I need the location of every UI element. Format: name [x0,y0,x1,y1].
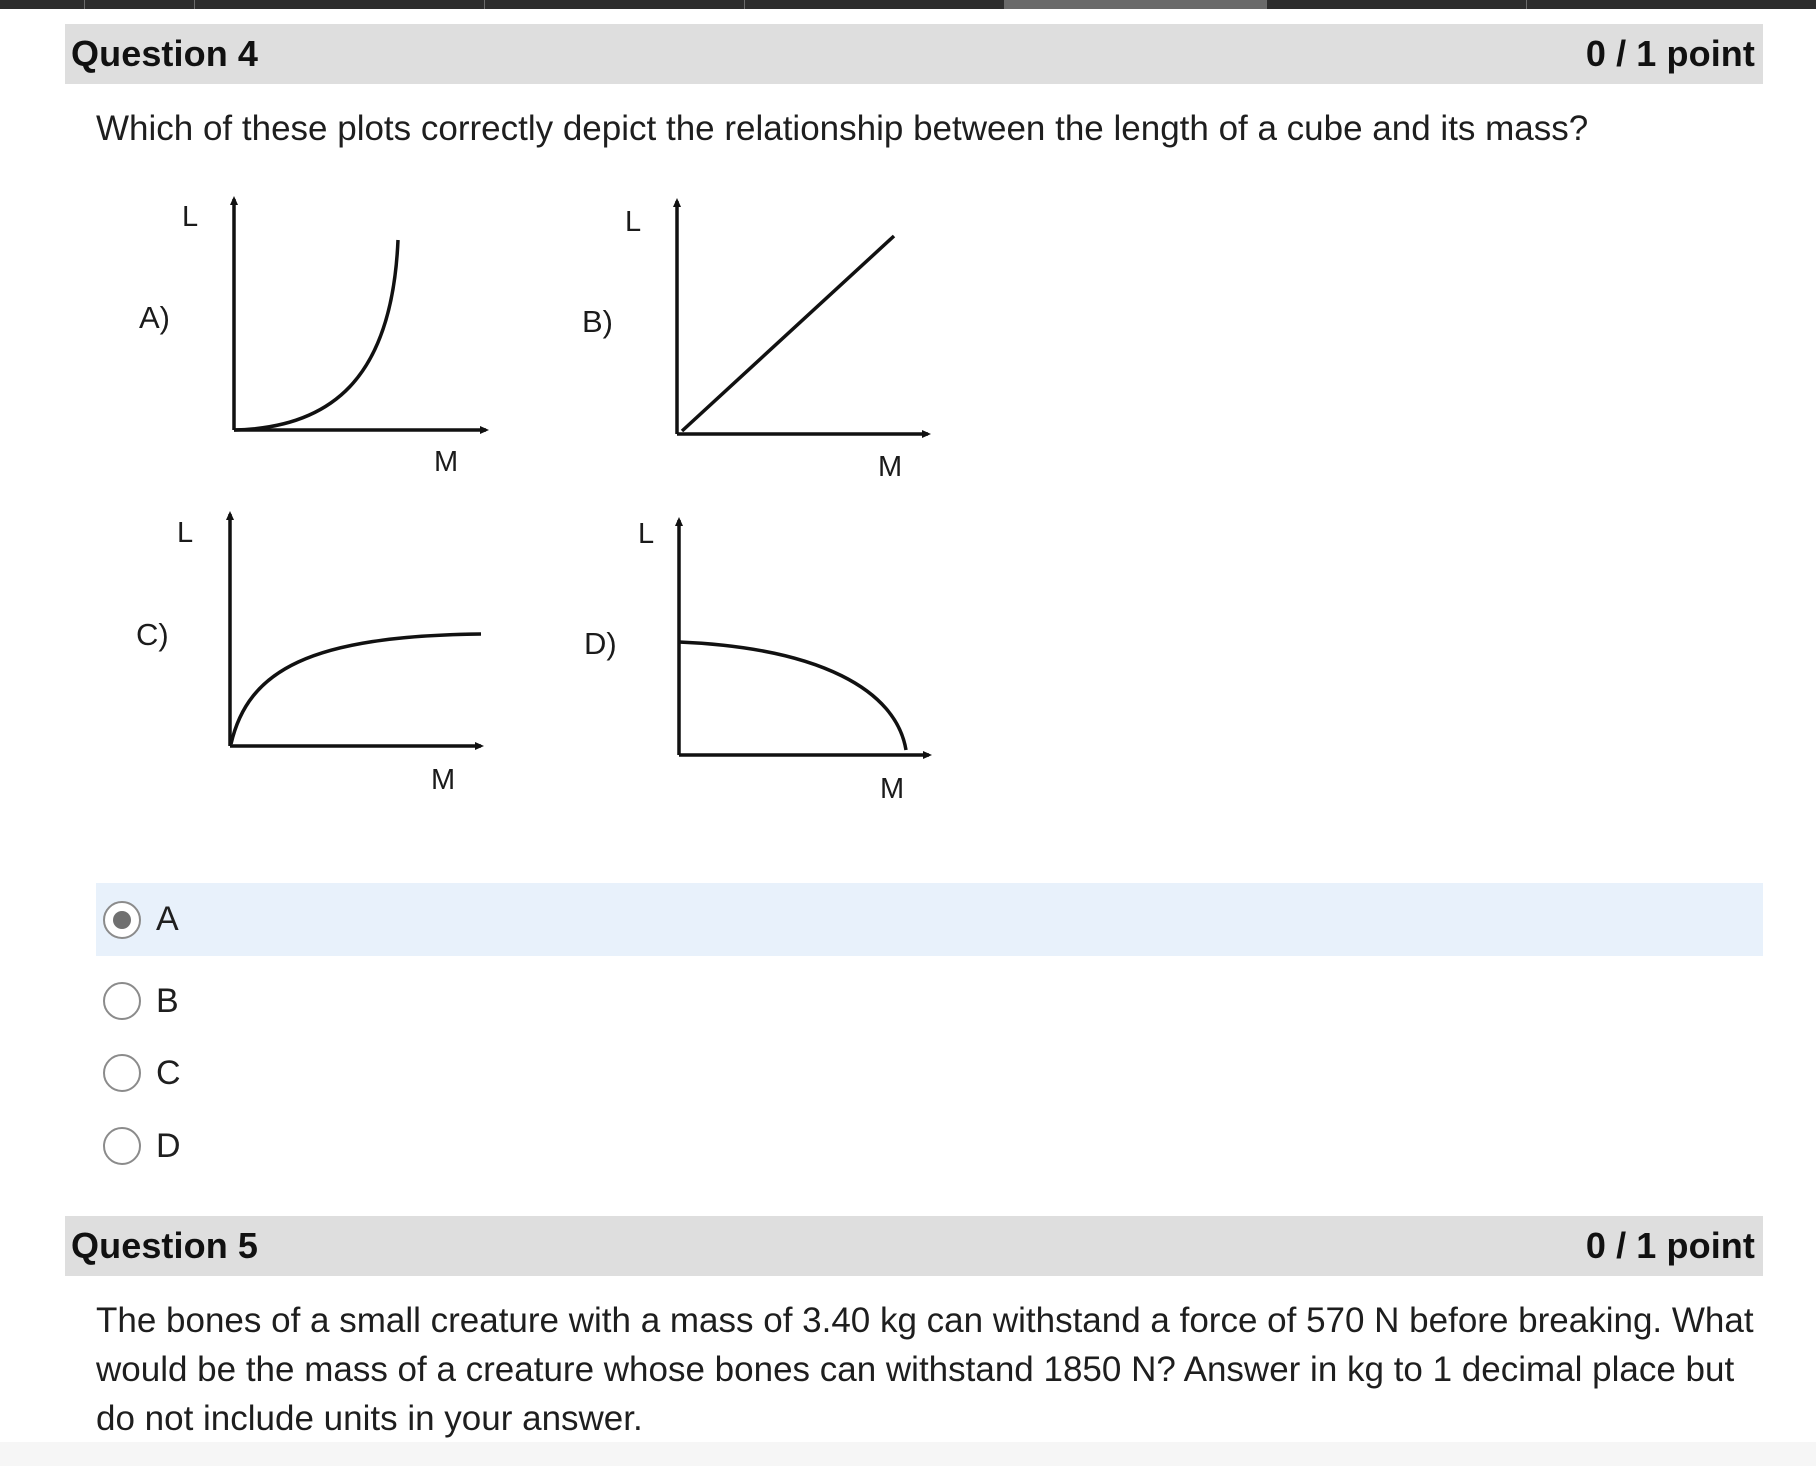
answer-option-d[interactable] [96,1110,1763,1182]
radio-button-a[interactable] [103,901,141,939]
question-text-line: do not include units in your answer. [96,1399,643,1438]
plot-curve [234,240,398,430]
plot-curve [231,634,481,744]
plot-curve [679,642,906,750]
plot-b [582,201,928,483]
x-axis-label: M [880,773,905,805]
radio-selected-dot [113,911,131,929]
option-label: A [156,900,179,938]
option-label: B [156,981,179,1020]
question-text-line: The bones of a small creature with a mass of 3.40 kg can withstand a force of 570 N before breaking. What [96,1301,1754,1340]
option-label: C [156,1053,181,1092]
plot-a [139,199,486,478]
y-axis-label: L [625,206,642,238]
x-axis-label: M [878,451,903,483]
page-bottom-edge [0,1442,1816,1466]
y-axis-label: L [177,517,194,549]
question-text-line: would be the mass of a creature whose bones can withstand 1850 N? Answer in kg to 1 decimal place but [96,1350,1735,1389]
question-title: Question 4 [71,33,259,74]
option-label: D [156,1126,181,1165]
y-axis-label: L [182,201,199,233]
question-4-text: Which of these plots correctly depict the relationship between the length of a cube and its mass? [96,109,1589,148]
answer-option-a[interactable] [96,883,1763,956]
question-score: 0 / 1 point [1585,33,1755,74]
plot-option-label: D) [584,626,617,661]
radio-button-c[interactable] [103,1054,141,1092]
plot-c [136,514,481,796]
answer-option-c[interactable] [96,1037,1763,1109]
question-5-header [65,1216,1763,1276]
x-axis-label: M [431,764,456,796]
answer-option-b[interactable] [96,965,1763,1037]
question-5-text [96,1296,1754,1443]
plot-option-label: C) [136,617,169,652]
radio-button-d[interactable] [103,1127,141,1165]
question-score: 0 / 1 point [1585,1225,1755,1266]
plot-d [584,518,929,805]
x-axis-label: M [434,446,459,478]
plot-option-label: B) [582,304,613,339]
plot-curve [682,236,894,431]
question-title: Question 5 [71,1225,259,1266]
y-axis-label: L [638,518,655,550]
plot-option-label: A) [139,300,170,335]
radio-button-b[interactable] [103,982,141,1020]
